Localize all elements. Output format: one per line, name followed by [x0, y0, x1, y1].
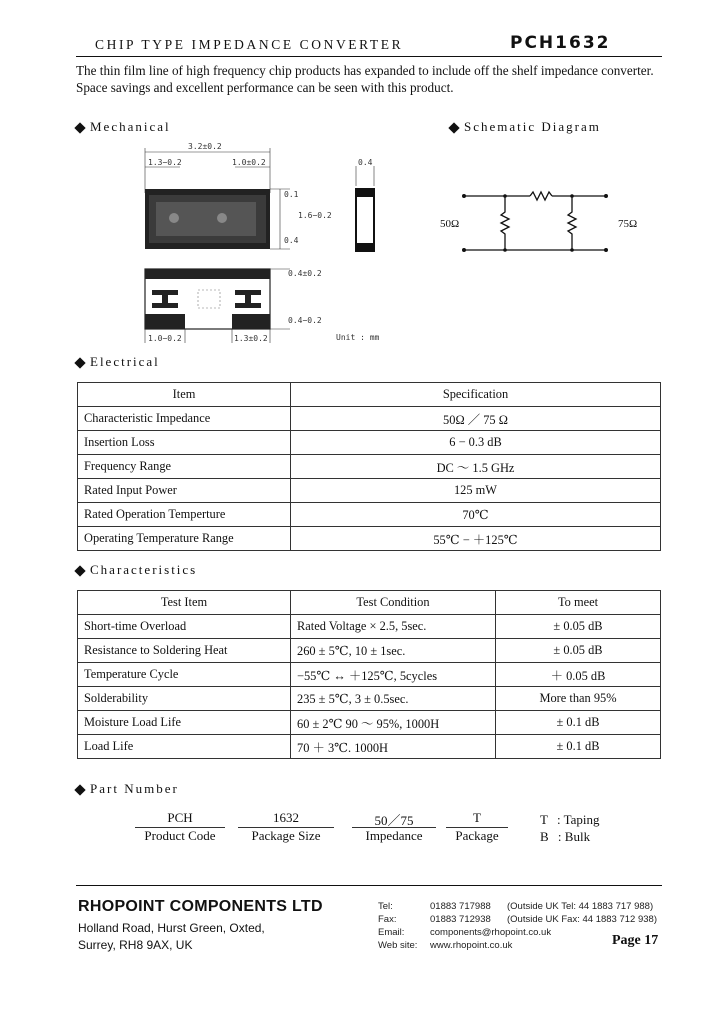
contact-web-value[interactable]: www.rhopoint.co.uk	[430, 940, 513, 951]
dim-term-bottom: 0.4−0.2	[288, 316, 322, 325]
contact-tel-value: 01883 717988	[430, 901, 491, 912]
diamond-bullet-icon	[74, 784, 85, 795]
table-row: Short-time Overload Rated Voltage × 2.5, 5sec. ± 0.05 dB	[78, 615, 661, 639]
dim-length: 3.2±0.2	[188, 142, 222, 151]
dim-term-top: 0.4±0.2	[288, 269, 322, 278]
section-electrical: Electrical	[72, 354, 160, 370]
part-field-product-code: PCH Product Code	[135, 810, 225, 845]
dim-bottom-left: 1.0−0.2	[148, 334, 182, 343]
series-resistor	[530, 192, 552, 200]
document-title: CHIP TYPE IMPEDANCE CONVERTER	[95, 37, 404, 52]
characteristics-table	[77, 590, 661, 759]
table-row: Load Life 70 ＋ 3℃. 1000H ± 0.1 dB	[78, 735, 661, 759]
package-option-taping: T : Taping	[540, 812, 600, 827]
section-mechanical: Mechanical	[72, 119, 171, 135]
schematic-left-label: 50Ω	[440, 218, 460, 230]
table-row: Solderability 235 ± 5℃, 3 ± 0.5sec. More than 95%	[78, 687, 661, 711]
unit-note: Unit : mm	[336, 333, 380, 342]
table-row: Frequency Range DC ～ 1.5 GHz	[78, 455, 661, 479]
table-row: Moisture Load Life 60 ± 2℃ 90 ～ 95%, 1000H ± 0.1 dB	[78, 711, 661, 735]
section-schematic: Schematic Diagram	[446, 119, 601, 135]
section-characteristics: Characteristics	[72, 562, 197, 578]
chip-side-view	[356, 189, 374, 251]
contact-fax-intl: (Outside UK Fax: 44 1883 712 938)	[507, 914, 657, 925]
contact-email-value[interactable]: components@rhopoint.co.uk	[430, 927, 552, 938]
contact-fax-label: Fax:	[378, 914, 397, 925]
contact-tel-label: Tel:	[378, 901, 393, 912]
schematic-right-label: 75Ω	[618, 218, 638, 230]
table-header-row: Test Item Test Condition To meet	[78, 591, 661, 615]
schematic-diagram	[460, 180, 610, 260]
table-row: Characteristic Impedance 50Ω ／ 75 Ω	[78, 407, 661, 431]
table-row: Resistance to Soldering Heat 260 ± 5℃, 10 ± 1sec. ± 0.05 dB	[78, 639, 661, 663]
part-field-impedance: 50／75 Impedance	[352, 810, 436, 845]
product-code-title: PCH1632	[510, 33, 611, 53]
dim-bottom-right: 1.3±0.2	[234, 334, 268, 343]
dim-bottom: 0.4	[284, 236, 299, 245]
table-row: Rated Operation Temperture 70℃	[78, 503, 661, 527]
dim-left-pad: 1.3−0.2	[148, 158, 182, 167]
shunt-resistor-left	[501, 196, 509, 250]
dim-right-pad: 1.0±0.2	[232, 158, 266, 167]
table-row: Insertion Loss 6 − 0.3 dB	[78, 431, 661, 455]
contact-fax-value: 01883 712938	[430, 914, 491, 925]
table-row: Temperature Cycle −55℃ ↔ ＋125℃, 5cycles ＋ 0.05 dB	[78, 663, 661, 687]
table-row: Rated Input Power 125 mW	[78, 479, 661, 503]
part-field-package: T Package	[446, 810, 508, 845]
footer-rule	[76, 885, 662, 886]
company-name: RHOPOINT COMPONENTS LTD	[78, 898, 323, 915]
package-option-bulk: B : Bulk	[540, 829, 591, 844]
intro-paragraph: The thin film line of high frequency chip products has expanded to include off the shelf impedance converter. Space savings and excellent performance can be seen with this product.	[76, 63, 654, 95]
diamond-bullet-icon	[74, 565, 85, 576]
diamond-bullet-icon	[74, 122, 85, 133]
table-header-row: Item Specification	[78, 383, 661, 407]
part-field-package-size: 1632 Package Size	[238, 810, 334, 845]
contact-web-label: Web site:	[378, 940, 418, 951]
contact-tel-intl: (Outside UK Tel: 44 1883 717 988)	[507, 901, 654, 912]
diamond-bullet-icon	[448, 122, 459, 133]
electrical-table	[77, 382, 661, 551]
page-number: Page 17	[612, 933, 659, 948]
table-row: Operating Temperature Range 55℃ − ＋125℃	[78, 527, 661, 551]
address-line-2: Surrey, RH8 9AX, UK	[78, 938, 193, 952]
mechanical-drawing	[130, 138, 390, 348]
contact-email-label: Email:	[378, 927, 405, 938]
dim-top: 0.1	[284, 190, 299, 199]
shunt-resistor-right	[568, 196, 576, 250]
dim-thickness: 0.4	[358, 158, 373, 167]
dim-height: 1.6−0.2	[298, 211, 332, 220]
diamond-bullet-icon	[74, 357, 85, 368]
header-rule	[76, 56, 662, 57]
section-part-number: Part Number	[72, 781, 179, 797]
address-line-1: Holland Road, Hurst Green, Oxted,	[78, 921, 265, 935]
